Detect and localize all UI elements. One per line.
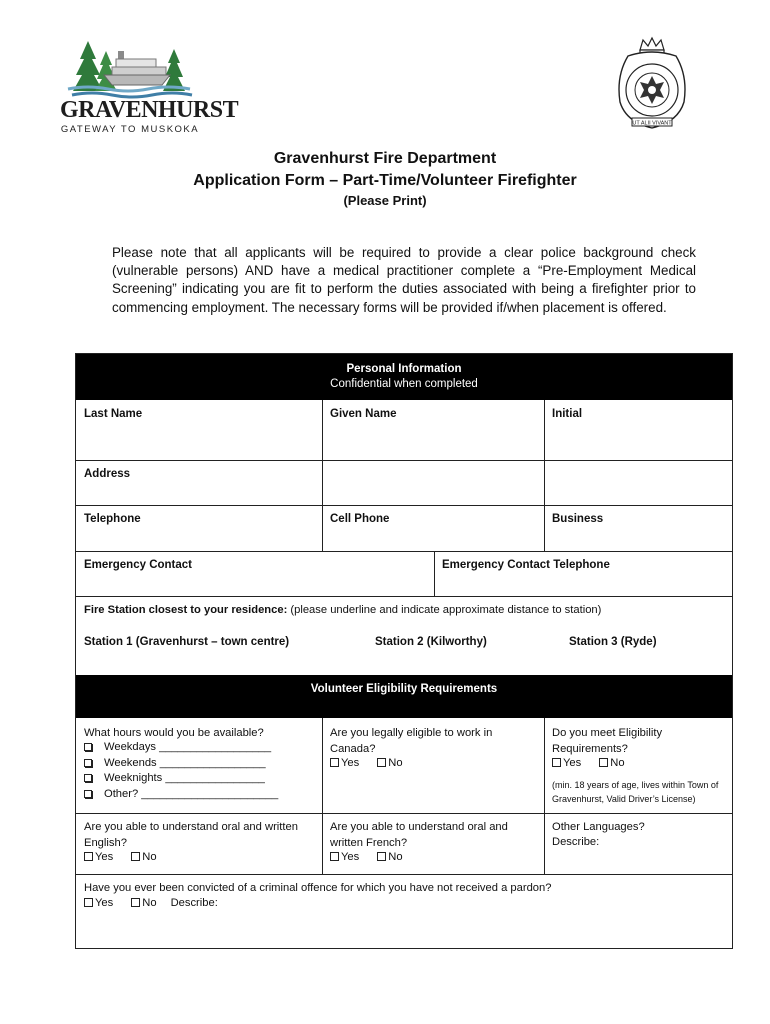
checkbox-icon[interactable] [84,898,93,907]
crest-badge-icon [612,36,692,132]
french-question: Are you able to understand oral and written French? [330,821,508,849]
business-phone-field[interactable]: Business [552,513,604,525]
address-field[interactable]: Address [84,468,131,480]
checkbox-icon[interactable] [131,898,140,907]
logo-wordmark: GRAVENHURST [60,97,239,123]
eligibility-header [76,675,732,718]
checkbox-icon[interactable] [552,758,561,767]
checkbox-icon[interactable] [84,774,92,782]
emergency-contact-telephone-field[interactable]: Emergency Contact Telephone [442,559,610,571]
cell-phone-field[interactable]: Cell Phone [330,513,390,525]
checkbox-icon[interactable] [84,852,93,861]
station-question-label: Fire Station closest to your residence: [84,604,288,616]
checkbox-icon[interactable] [330,758,339,767]
checkbox-icon[interactable] [84,790,92,798]
requirements-yes-option[interactable]: Yes [563,757,582,769]
checkbox-icon[interactable] [131,852,140,861]
crest-motto: UT ALII VIVANT [632,120,672,127]
legal-no-option[interactable]: No [388,757,403,769]
french-choices [330,851,403,863]
requirements-question: Do you meet Eligibility Requirements? [552,727,663,755]
department-title: Gravenhurst Fire Department [273,150,497,167]
station-question [84,603,601,619]
application-form [75,353,733,949]
checkbox-icon[interactable] [84,759,92,767]
hours-option-weekends[interactable]: Weekends _________________ [84,757,266,769]
personal-information-header [76,354,732,400]
criminal-no-option[interactable]: No [142,897,157,909]
print-instruction: (Please Print) [343,193,427,208]
notice-paragraph: Please note that all applicants will be required to provide a clear police background check (vulnerable persons) AND have a medical practitioner complete a “Pre-Employment Medical Screening” indicating you are fit to perform the duties associated with being a firefighter prior to commencing employment. The necessary forms will be provided if/when placement is offered. [112,245,696,315]
gravenhurst-logo [58,33,239,141]
checkbox-icon[interactable] [377,852,386,861]
english-no-option[interactable]: No [142,851,157,863]
requirements-choices [552,757,625,769]
form-title: Application Form – Part-Time/Volunteer Firefighter [193,172,577,189]
legal-eligibility-question: Are you legally eligible to work in Canada? [330,727,493,755]
english-choices [84,851,157,863]
station-option-3[interactable]: Station 3 (Ryde) [569,636,657,648]
requirements-note: (min. 18 years of age, lives within Town of Gravenhurst, Valid Driver’s License) [552,780,719,804]
station-question-note: (please underline and indicate approximate distance to station) [290,604,602,616]
trees-and-steamship-icon [58,33,200,101]
other-languages-question: Other Languages? [552,821,645,833]
checkbox-icon[interactable] [599,758,608,767]
other-languages-describe[interactable]: Describe: [552,836,600,848]
hours-option-other[interactable]: Other? ______________________ [84,788,278,800]
criminal-yes-option[interactable]: Yes [95,897,114,909]
eligibility-heading: Volunteer Eligibility Requirements [310,683,498,695]
personal-information-subheading: Confidential when completed [330,378,478,390]
given-name-field[interactable]: Given Name [330,408,397,420]
station-option-2[interactable]: Station 2 (Kilworthy) [375,636,487,648]
station-option-1[interactable]: Station 1 (Gravenhurst – town centre) [84,636,290,648]
emergency-contact-field[interactable]: Emergency Contact [84,559,193,571]
fire-department-crest [612,36,692,132]
french-yes-option[interactable]: Yes [341,851,360,863]
personal-information-heading: Personal Information [346,363,462,375]
english-yes-option[interactable]: Yes [95,851,114,863]
checkbox-icon[interactable] [377,758,386,767]
english-question: Are you able to understand oral and written English? [84,821,298,849]
logo-tagline: GATEWAY TO MUSKOKA [60,124,200,135]
last-name-field[interactable]: Last Name [84,408,143,420]
checkbox-icon[interactable] [330,852,339,861]
requirements-no-option[interactable]: No [610,757,625,769]
legal-yes-option[interactable]: Yes [341,757,360,769]
criminal-question: Have you ever been convicted of a criminal offence for which you have not received a pardon? [84,882,552,894]
hours-option-weeknights[interactable]: Weeknights ________________ [84,772,265,784]
hours-question: What hours would you be available? [84,727,264,739]
legal-eligibility-choices [330,757,403,769]
criminal-describe-field[interactable]: Describe: [170,897,218,909]
initial-field[interactable]: Initial [552,408,583,420]
telephone-field[interactable]: Telephone [84,513,141,525]
hours-option-weekdays[interactable]: Weekdays __________________ [84,741,271,753]
criminal-choices [84,897,218,909]
checkbox-icon[interactable] [84,743,92,751]
french-no-option[interactable]: No [388,851,403,863]
